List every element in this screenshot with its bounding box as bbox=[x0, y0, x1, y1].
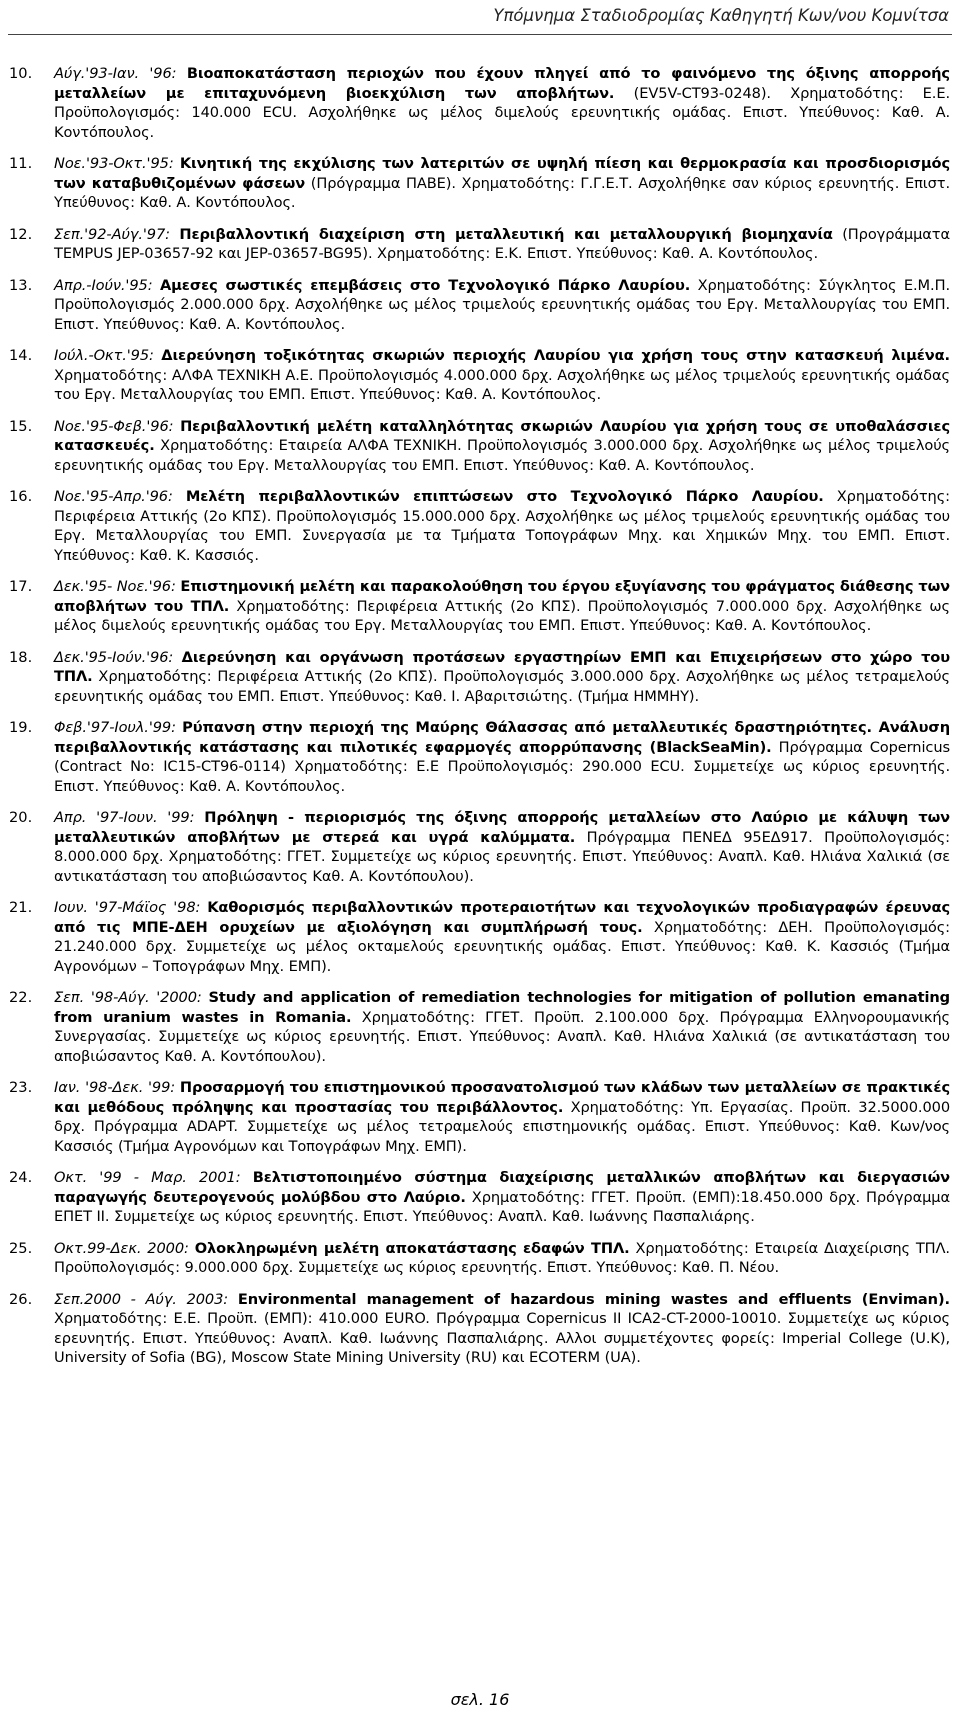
entry-details: Χρηματοδότης: Περιφέρεια Αττικής (2ο ΚΠΣ). Προϋπολογισμός 3.000.000 δρχ. Ασχολήθηκε ως μέλος τετραμελούς ερευνητικής ομάδας του ΕΜΠ. Επιστ. Υπεύθυνος: Καθ. Ι. Αβαριτσιώτης. (Τμήμα ΗΜΜΗΥ). bbox=[54, 668, 950, 705]
entry-body bbox=[54, 1290, 950, 1368]
entry-body bbox=[54, 64, 950, 142]
entry-body bbox=[54, 1168, 950, 1227]
entry-title: Περιβαλλοντική μελέτη καταλληλότητας σκωριών Λαυρίου για χρήση τους σε υποθαλάσσιες κατασκευές. bbox=[54, 417, 950, 454]
project-entry bbox=[9, 276, 950, 335]
running-head-title: Υπόμνημα Σταδιοδρομίας Καθηγητή Κων/νου Κομνίτσα bbox=[493, 6, 949, 25]
entry-number: 12. bbox=[9, 225, 33, 243]
entry-title: Study and application of remediation technologies for mitigation of pollution emanating from uranium wastes in Romania. bbox=[54, 989, 951, 1026]
entry-details: (EV5V-CT93-0248). Χρηματοδότης: Ε.Ε. Προϋπολογισμός: 140.000 ECU. Ασχολήθηκε ως μέλος διμελούς ερευνητικής ομάδας. Επιστ. Υπεύθυνος: Καθ. Α. Κοντόπουλος. bbox=[54, 84, 950, 141]
entry-body bbox=[54, 154, 950, 213]
entry-date: Νοε.'93-Οκτ.'95: bbox=[54, 155, 174, 172]
entry-body bbox=[54, 276, 950, 335]
entry-body bbox=[54, 1078, 950, 1156]
header-rule bbox=[8, 34, 952, 35]
entry-details: Χρηματοδότης: Εταιρεία Διαχείρισης ΤΠΛ. Προϋπολογισμός: 9.000.000 δρχ. Συμμετείχε ως κύριος ερευνητής. Επιστ. Υπεύθυνος: Καθ. Π. Νέου. bbox=[54, 1239, 950, 1276]
entry-date: Ιαν. '98-Δεκ. '99: bbox=[54, 1079, 176, 1096]
entry-date: Νοε.'95-Φεβ.'96: bbox=[54, 417, 174, 435]
entry-details: Χρηματοδότης: Περιφέρεια Αττικής (2ο ΚΠΣ). Προϋπολογισμός 15.000.000 δρχ. Ασχολήθηκε ως μέλος τριμελούς ερευνητικής ομάδας του Εργ. Μεταλλουργίας του ΕΜΠ. Συνεργασία με τα Τμήματα Τοπογράφων Μηχ. και Χημικών Μηχ. του ΕΜΠ. Επιστ. Υπεύθυνος: Καθ. Κ. Κασσιός. bbox=[54, 488, 950, 564]
entry-body bbox=[54, 808, 950, 886]
entry-title: Διερεύνηση και οργάνωση προτάσεων εργαστηρίων ΕΜΠ και Επιχειρήσεων στο χώρο του ΤΠΛ. bbox=[54, 648, 950, 685]
entry-body bbox=[54, 648, 950, 707]
entry-details: Χρηματοδότης: Εταιρεία ΑΛΦΑ ΤΕΧΝΙΚΗ. Προϋπολογισμός 3.000.000 δρχ. Ασχολήθηκε ως μέλος τριμελούς ερευνητικής ομάδας του Εργ. Μεταλλουργίας του ΕΜΠ. Επιστ. Υπεύθυνος: Καθ. Α. Κοντόπουλος. bbox=[54, 437, 950, 474]
entry-date: Σεπ. '98-Αύγ. '2000: bbox=[54, 989, 202, 1006]
project-entry bbox=[9, 1239, 950, 1278]
entry-body bbox=[54, 577, 950, 636]
entry-body bbox=[54, 1239, 950, 1278]
entry-body bbox=[54, 417, 950, 476]
entry-date: Σεπ.'92-Αύγ.'97: bbox=[54, 225, 170, 243]
entry-number: 11. bbox=[9, 155, 33, 172]
project-entry bbox=[9, 1078, 950, 1156]
entry-date: Νοε.'95-Απρ.'96: bbox=[54, 488, 173, 505]
entry-title: Κινητική της εκχύλισης των λατεριτών σε υψηλή πίεση και θερμοκρασία και προσδιορισμός των καταβυθιζομένων φάσεων bbox=[54, 155, 950, 192]
project-entry bbox=[9, 417, 950, 476]
entry-date: Οκτ.99-Δεκ. 2000: bbox=[54, 1239, 189, 1257]
entry-details: Χρηματοδότης: Περιφέρεια Αττικής (2ο ΚΠΣ). Προϋπολογισμός 7.000.000 δρχ. Ασχολήθηκε ως μέλος διμελούς ερευνητικής ομάδας του Εργ. Μεταλλουργίας του ΕΜΠ. Επιστ. Υπεύθυνος: Καθ. Α. Κοντόπουλος. bbox=[54, 597, 950, 634]
entry-body bbox=[54, 487, 950, 565]
entry-details: (Πρόγραμμα ΠΑΒΕ). Χρηματοδότης: Γ.Γ.Ε.Τ. Ασχολήθηκε σαν κύριος ερευνητής. Επιστ. Υπεύθυνος: Καθ. Α. Κοντόπουλος. bbox=[54, 174, 950, 211]
entry-number: 26. bbox=[9, 1290, 33, 1308]
entry-details: Χρηματοδότης: ΔΕΗ. Προϋπολογισμός: 21.240.000 δρχ. Συμμετείχε ως μέλος οκταμελούς ερευνητικής ομάδας. Επιστ. Υπεύθυνος: Καθ. Κ. Κασσιός (Τμήμα Αγρονόμων – Τοπογράφων Μηχ. ΕΜΠ). bbox=[54, 918, 950, 975]
entry-number: 14. bbox=[9, 347, 33, 364]
project-entry bbox=[9, 346, 950, 405]
project-entry bbox=[9, 1168, 950, 1227]
entry-number: 20. bbox=[9, 809, 33, 826]
entry-number: 16. bbox=[9, 488, 33, 505]
entry-date: Ιουν. '97-Μάϊος '98: bbox=[54, 899, 201, 916]
entry-title: Ρύπανση στην περιοχή της Μαύρης Θάλασσας από μεταλλευτικές δραστηριότητες. Ανάλυση περιβαλλοντικής κατάστασης και πιλοτικές εφαρμογές απορρύπανσης (BlackSeaMin). bbox=[54, 719, 950, 756]
entry-number: 17. bbox=[9, 578, 33, 595]
entry-details: (Προγράμματα TEMPUS JEP-03657-92 και JEP-03657-BG95). Χρηματοδότης: Ε.Κ. Επιστ. Υπεύθυνος: Καθ. Α. Κοντόπουλος. bbox=[54, 225, 950, 262]
entry-details: Χρηματοδότης: ΑΛΦΑ ΤΕΧΝΙΚΗ Α.Ε. Προϋπολογισμός 4.000.000 δρχ. Ασχολήθηκε ως μέλος τριμελούς ερευνητικής ομάδας του Εργ. Μεταλλουργίας του ΕΜΠ. Επιστ. Υπεύθυνος: Καθ. Α. Κοντόπουλος. bbox=[54, 366, 950, 403]
entry-date: Φεβ.'97-Ιουλ.'99: bbox=[54, 719, 176, 736]
entry-body bbox=[54, 225, 950, 264]
entry-details: Χρηματοδότης: ΓΓΕΤ. Προϋπ. 2.100.000 δρχ. Πρόγραμμα Ελληνορουμανικής Συνεργασίας. Συμμετείχε ως κύριος ερευνητής. Επιστ. Υπεύθυνος: Αναπλ. Καθ. Ηλιάνα Χαλικιά (σε αντικατάσταση του αποβιώσαντος Καθ. Α. Κοντόπουλου). bbox=[54, 1008, 950, 1065]
project-entry bbox=[9, 648, 950, 707]
entry-details: Χρηματοδότης: Υπ. Εργασίας. Προϋπ. 32.5000.000 δρχ. Πρόγραμμα ADAPT. Συμμετείχε ως μέλος τετραμελούς επιστημονικής ομάδας. Επιστ. Υπεύθυνος: Καθ. Κων/νος Κασσιός (Τμήμα Αγρονόμων και Τοπογράφων Μηχ. ΕΜΠ). bbox=[54, 1098, 951, 1155]
project-entry bbox=[9, 718, 950, 796]
entry-title: Environmental management of hazardous mining wastes and effluents (Enviman). bbox=[237, 1290, 950, 1308]
entry-title: Μελέτη περιβαλλοντικών επιπτώσεων στο Τεχνολογικό Πάρκο Λαυρίου. bbox=[185, 488, 824, 505]
entry-title: Αμεσες σωστικές επεμβάσεις στο Τεχνολογικό Πάρκο Λαυρίου. bbox=[159, 276, 691, 294]
entry-details: Χρηματοδότης: Σύγκλητος Ε.Μ.Π. Προϋπολογισμός 2.000.000 δρχ. Ασχολήθηκε ως μέλος τριμελούς ερευνητικής ομάδας του Εργ. Μεταλλουργίας του ΕΜΠ. Επιστ. Υπεύθυνος: Καθ. Α. Κοντόπουλος. bbox=[54, 276, 950, 333]
project-entry bbox=[9, 898, 950, 976]
entry-title: Βιοαποκατάσταση περιοχών που έχουν πληγεί από το φαινόμενο της όξινης απορροής μεταλλείων με επιταχυνόμενη βιοεκχύλιση των αποβλήτων. bbox=[54, 65, 950, 102]
entry-title: Διερεύνηση τοξικότητας σκωριών περιοχής Λαυρίου για χρήση τους στην κατασκευή λιμένα. bbox=[161, 347, 950, 364]
entry-number: 19. bbox=[9, 719, 33, 736]
entry-number: 24. bbox=[9, 1169, 33, 1186]
page-number: σελ. 16 bbox=[450, 1690, 510, 1709]
entry-date: Οκτ. '99 - Μαρ. 2001: bbox=[54, 1169, 241, 1186]
project-entry bbox=[9, 577, 950, 636]
project-entry bbox=[9, 808, 950, 886]
entry-details: Πρόγραμμα ΠΕΝΕΔ 95ΕΔ917. Προϋπολογισμός: 8.000.000 δρχ. Χρηματοδότης: ΓΓΕΤ. Συμμετείχε ως κύριος ερευνητής. Επιστ. Υπεύθυνος: Αναπλ. Καθ. Ηλιάνα Χαλικιά (σε αντικατάσταση του αποβιώσαντος Καθ. Α. Κοντόπουλου). bbox=[54, 828, 950, 885]
entry-number: 21. bbox=[9, 899, 33, 916]
entry-title: Επιστημονική μελέτη και παρακολούθηση του έργου εξυγίανσης του φράγματος διάθεσης των αποβλήτων του ΤΠΛ. bbox=[54, 578, 950, 615]
entry-date: Απρ.-Ιούν.'95: bbox=[54, 276, 153, 294]
entry-date: Απρ. '97-Ιουν. '99: bbox=[54, 809, 195, 826]
entry-body bbox=[54, 718, 950, 796]
project-entry bbox=[9, 154, 950, 213]
entry-date: Ιούλ.-Οκτ.'95: bbox=[54, 347, 154, 364]
entry-title: Ολοκληρωμένη μελέτη αποκατάστασης εδαφών ΤΠΛ. bbox=[194, 1239, 630, 1257]
entry-number: 25. bbox=[9, 1239, 33, 1257]
entry-title: Καθορισμός περιβαλλοντικών προτεραιοτήτων και τεχνολογικών προδιαγραφών έρευνας από τις ΜΠΕ-ΔΕΗ ορυχείων με αξιολόγηση και συμπλήρωσή τους. bbox=[54, 899, 950, 936]
project-entry bbox=[9, 988, 950, 1066]
entry-number: 15. bbox=[9, 417, 33, 435]
entry-details: Χρηματοδότης: Ε.Ε. Προϋπ. (ΕΜΠ): 410.000 EURO. Πρόγραμμα Copernicus II ICA2-CT-2000-10010. Συμμετείχε ως κύριος ερευνητής. Επιστ. Υπεύθυνος: Αναπλ. Καθ. Ιωάννης Πασπαλιάρης. Αλλοι συμμετέχοντες φορείς: Imperial College (U.K), University of Sofia (BG), Moscow State Mining University (RU) και ECOTERM (UA). bbox=[54, 1310, 950, 1366]
entry-title: Βελτιστοποιημένο σύστημα διαχείρισης μεταλλικών αποβλήτων και διεργασιών παραγωγής δευτερογενούς μολύβδου στο Λαύριο. bbox=[54, 1169, 950, 1206]
entry-details: Πρόγραμμα Copernicus (Contract No: IC15-CT96-0114) Χρηματοδότης: Ε.Ε Προϋπολογισμός: 290.000 ECU. Συμμετείχε ως κύριος ερευνητής. Επιστ. Υπεύθυνος: Καθ. Α. Κοντόπουλος. bbox=[54, 738, 950, 795]
entry-date: Σεπ.2000 - Αύγ. 2003: bbox=[54, 1290, 229, 1308]
entry-number: 13. bbox=[9, 276, 33, 294]
entry-date: Δεκ.'95- Νοε.'96: bbox=[54, 578, 176, 595]
entry-number: 10. bbox=[9, 65, 33, 82]
entry-number: 22. bbox=[9, 989, 33, 1006]
project-entry bbox=[9, 225, 950, 264]
entry-title: Πρόληψη - περιορισμός της όξινης απορροής μεταλλείων στο Λαύριο με κάλυψη των μεταλλευτικών αποβλήτων με στερεά και υγρά καλύμματα. bbox=[54, 809, 950, 846]
project-entry bbox=[9, 1290, 950, 1368]
entry-date: Δεκ.'95-Ιούν.'96: bbox=[54, 648, 174, 666]
entry-body bbox=[54, 988, 950, 1066]
entry-body bbox=[54, 898, 950, 976]
entry-body bbox=[54, 346, 950, 405]
entry-title: Προσαρμογή του επιστημονικού προσανατολισμού των κλάδων των μεταλλείων σε πρακτικές και μεθόδους πρόληψης και προστασίας του περιβάλλοντος. bbox=[54, 1079, 950, 1116]
entry-title: Περιβαλλοντική διαχείριση στη μεταλλευτική και μεταλλουργική βιομηχανία bbox=[179, 225, 833, 243]
entry-number: 18. bbox=[9, 648, 33, 666]
entry-number: 23. bbox=[9, 1079, 33, 1096]
entry-date: Αύγ.'93-Ιαν. '96: bbox=[54, 65, 177, 82]
entry-details: Χρηματοδότης: ΓΓΕΤ. Προϋπ. (ΕΜΠ):18.450.000 δρχ. Πρόγραμμα ΕΠΕΤ ΙΙ. Συμμετείχε ως κύριος ερευνητής. Επιστ. Υπεύθυνος: Αναπλ. Καθ. Ιωάννης Πασπαλιάρης. bbox=[54, 1188, 950, 1225]
project-list bbox=[9, 64, 950, 1380]
project-entry bbox=[9, 487, 950, 565]
project-entry bbox=[9, 64, 950, 142]
